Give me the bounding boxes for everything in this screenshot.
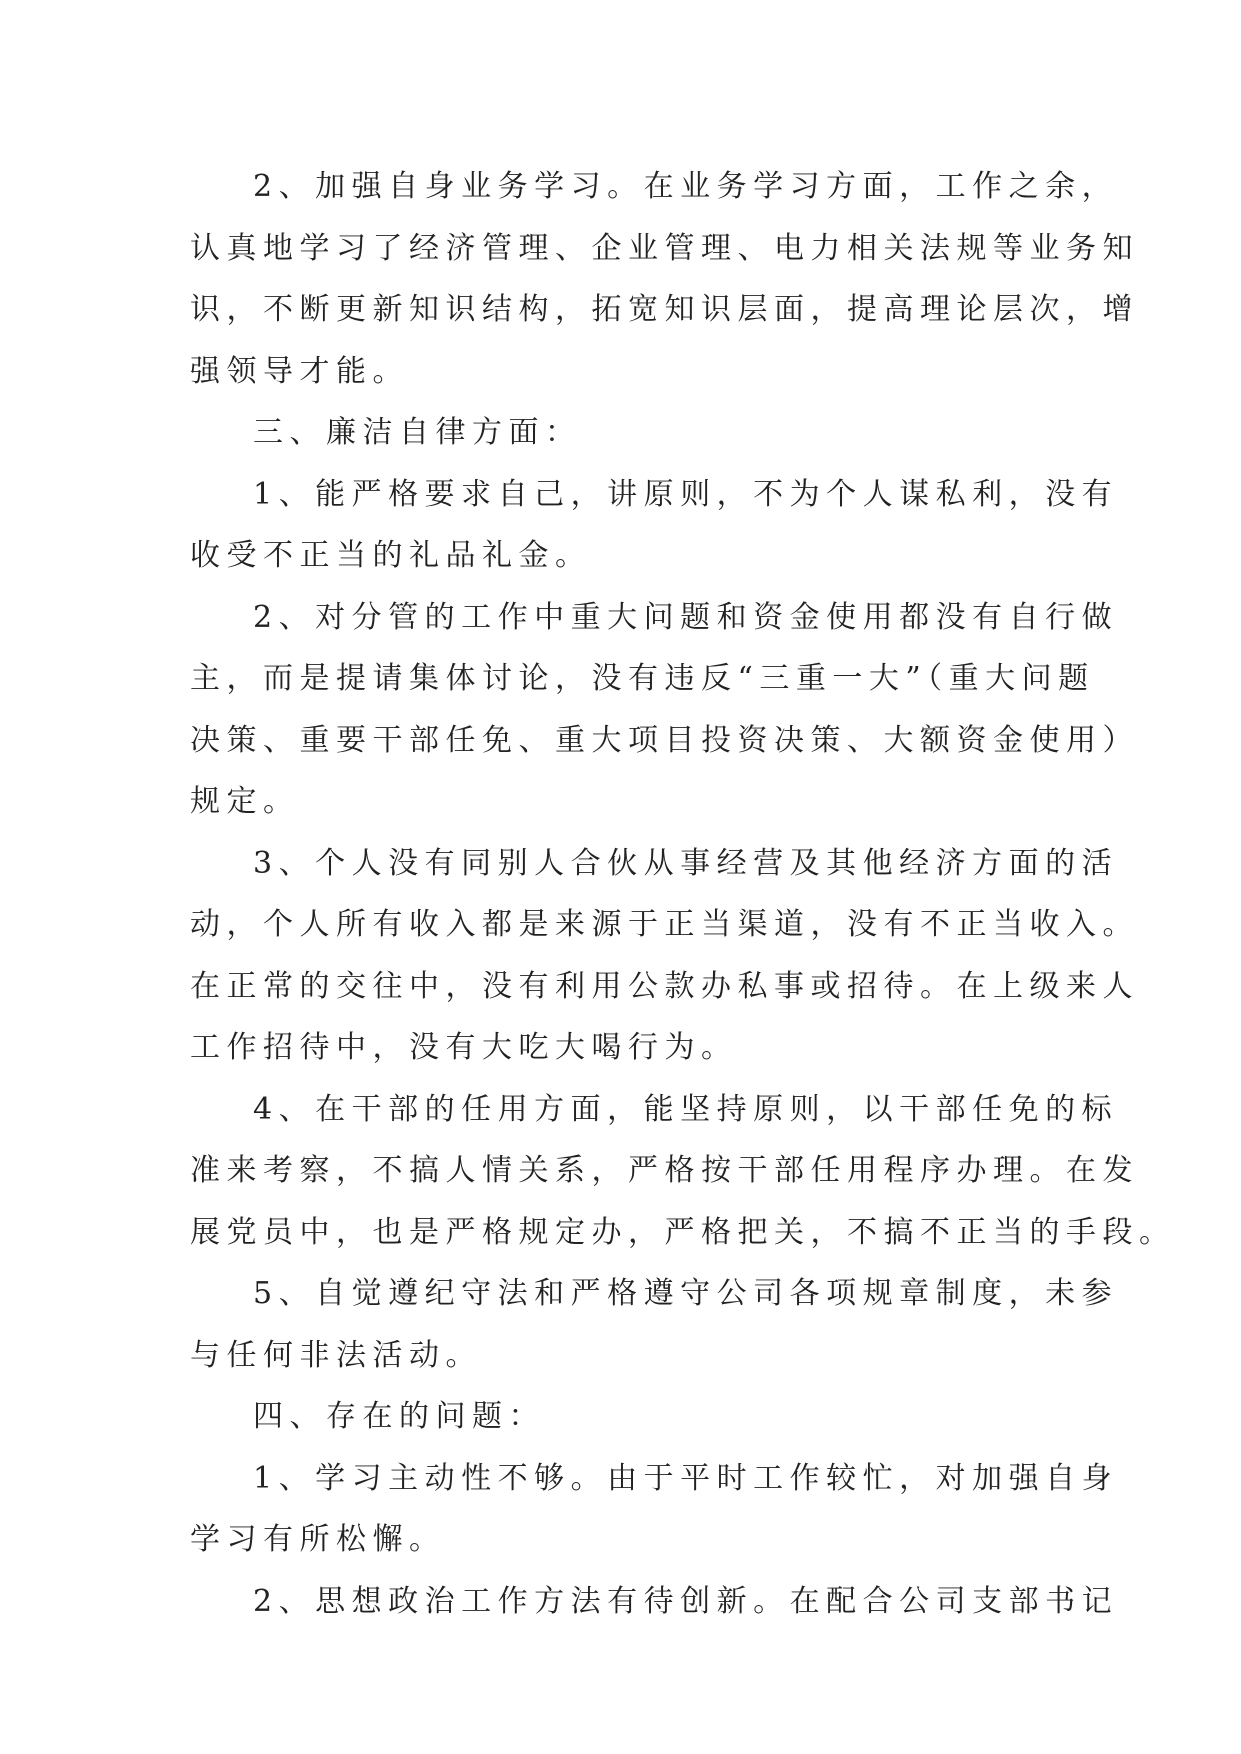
- text-line: 5、自觉遵纪守法和严格遵守公司各项规章制度，未参: [253, 1276, 1119, 1311]
- text-line: 识，不断更新知识结构，拓宽知识层面，提高理论层次，增: [190, 292, 1139, 327]
- text-line: 学习有所松懈。: [190, 1522, 446, 1557]
- text-line: 展党员中，也是严格规定办，严格把关，不搞不正当的手段。: [190, 1214, 1176, 1250]
- text-line: 1、能严格要求自己，讲原则，不为个人谋私利，没有: [253, 476, 1119, 512]
- text-line: 1、学习主动性不够。由于平时工作较忙，对加强自身: [253, 1460, 1119, 1496]
- text-line: 认真地学习了经济管理、企业管理、电力相关法规等业务知: [190, 230, 1139, 266]
- text-line: 工作招待中，没有大吃大喝行为。: [190, 1030, 738, 1065]
- text-line: 动，个人所有收入都是来源于正当渠道，没有不正当收入。: [190, 907, 1139, 942]
- text-line: 收受不正当的礼品礼金。: [190, 538, 592, 573]
- text-line: 2、对分管的工作中重大问题和资金使用都没有自行做: [253, 599, 1119, 635]
- text-line: 准来考察，不搞人情关系，严格按干部任用程序办理。在发: [190, 1153, 1139, 1188]
- text-line: 决策、重要干部任免、重大项目投资决策、大额资金使用）: [190, 722, 1139, 758]
- text-line: 在正常的交往中，没有利用公款办私事或招待。在上级来人: [190, 968, 1139, 1004]
- text-line: 与任何非法活动。: [190, 1337, 482, 1373]
- text-line: 规定。: [190, 784, 300, 819]
- text-line: 强领导才能。: [190, 353, 409, 389]
- text-line: 2、加强自身业务学习。在业务学习方面，工作之余，: [253, 169, 1119, 204]
- text-line: 2、思想政治工作方法有待创新。在配合公司支部书记: [253, 1583, 1119, 1619]
- section-heading: 三、廉洁自律方面：: [253, 415, 582, 450]
- document-body: [190, 156, 1176, 1632]
- text-line: 主，而是提请集体讨论，没有违反“三重一大”（重大问题: [190, 661, 1095, 696]
- text-line: 3、个人没有同别人合伙从事经营及其他经济方面的活: [253, 845, 1119, 881]
- text-line: 4、在干部的任用方面，能坚持原则，以干部任免的标: [253, 1091, 1119, 1127]
- section-heading: 四、存在的问题：: [253, 1399, 545, 1434]
